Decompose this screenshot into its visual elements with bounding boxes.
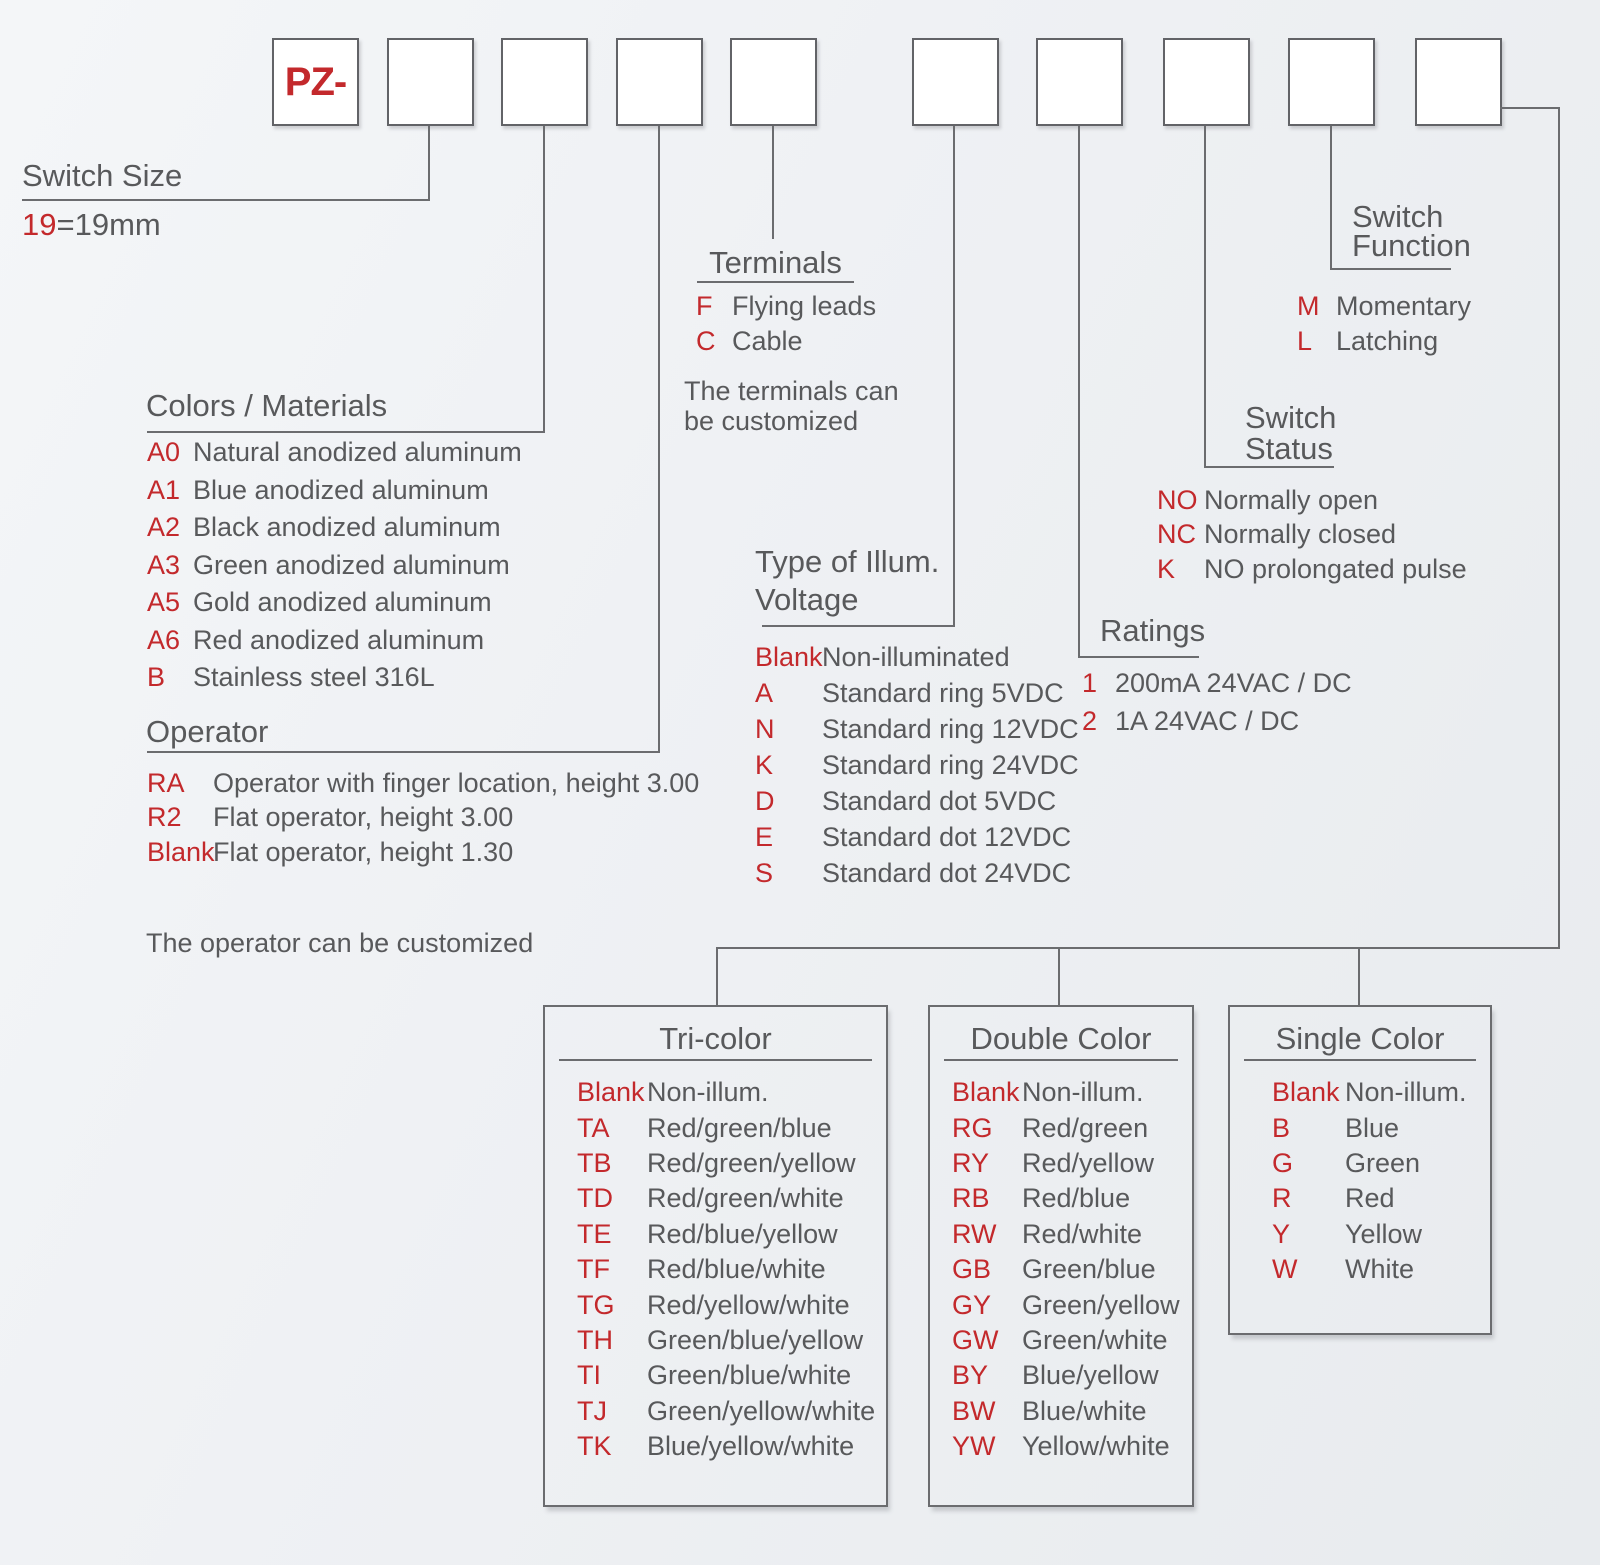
code-row — [1272, 1217, 1467, 1252]
code-description: Red/white — [1022, 1218, 1143, 1249]
code-description: Non-illuminated — [822, 641, 1010, 672]
code-value: Blank — [952, 1077, 1020, 1108]
code-row — [577, 1287, 875, 1322]
switch-status-list — [1157, 483, 1467, 587]
code-description: Standard dot 5VDC — [822, 785, 1057, 816]
connector-line — [1204, 126, 1206, 468]
switch-status-title-line2: Status — [1245, 431, 1333, 466]
code-row — [755, 711, 1079, 747]
code-description: Natural anodized aluminum — [193, 437, 522, 468]
code-description: Gold anodized aluminum — [193, 587, 492, 618]
code-box-colors-materials — [501, 38, 588, 126]
code-value: TJ — [577, 1395, 607, 1426]
double-color-underline — [944, 1059, 1178, 1061]
code-value: N — [755, 713, 775, 744]
code-row — [147, 766, 699, 801]
operator-title: Operator — [146, 714, 269, 749]
code-description: Flat operator, height 3.00 — [213, 802, 514, 833]
code-value: G — [1272, 1147, 1294, 1178]
code-value: RW — [952, 1218, 997, 1249]
code-value: A0 — [147, 437, 181, 468]
code-description: Flying leads — [732, 291, 877, 321]
switch-function-list — [1297, 289, 1471, 359]
code-value: RB — [952, 1183, 990, 1214]
code-row — [755, 783, 1079, 819]
code-description: Green/blue/white — [647, 1360, 852, 1391]
illumination-list — [755, 639, 1079, 891]
connector-line — [1330, 268, 1451, 270]
code-row — [577, 1323, 875, 1358]
code-value: L — [1297, 326, 1313, 356]
code-row — [577, 1110, 875, 1145]
code-value: TG — [577, 1289, 615, 1320]
code-row — [952, 1323, 1180, 1358]
code-row — [696, 289, 876, 324]
connector-line — [1058, 947, 1060, 1007]
code-value: RA — [147, 767, 185, 798]
code-row — [577, 1358, 875, 1393]
code-description: Green/yellow — [1022, 1289, 1180, 1320]
code-row — [1082, 664, 1352, 702]
single-color-box — [1228, 1005, 1492, 1335]
code-row — [952, 1146, 1180, 1181]
code-value: Blank — [147, 836, 215, 867]
code-description: Green/blue — [1022, 1254, 1156, 1285]
code-row — [1272, 1110, 1467, 1145]
operator-note: The operator can be customized — [146, 928, 534, 958]
code-value: Y — [1272, 1218, 1291, 1249]
code-box-illumination — [912, 38, 999, 126]
code-row — [755, 675, 1079, 711]
code-value: NO — [1157, 484, 1198, 515]
code-description: Green/yellow/white — [647, 1395, 876, 1426]
connector-line — [1078, 126, 1080, 658]
connector-line — [147, 431, 545, 433]
connector-line — [22, 199, 430, 201]
code-value: TE — [577, 1218, 612, 1249]
switch-function-title-line2: Function — [1352, 228, 1471, 263]
connector-line — [1358, 947, 1360, 1007]
code-row — [577, 1217, 875, 1252]
single-color-underline — [1244, 1059, 1476, 1061]
tri-color-list — [577, 1075, 875, 1464]
code-value: YW — [952, 1431, 996, 1462]
code-description: Standard dot 24VDC — [822, 857, 1072, 888]
code-value: 2 — [1082, 705, 1098, 736]
code-row — [147, 547, 522, 585]
ratings-title: Ratings — [1100, 613, 1206, 648]
illumination-title — [755, 543, 939, 619]
connector-line — [772, 126, 774, 239]
connector-line — [1500, 107, 1560, 109]
code-row — [1157, 518, 1467, 553]
code-row — [577, 1146, 875, 1181]
code-value: RG — [952, 1112, 993, 1143]
code-value: Blank — [755, 641, 823, 672]
connector-line — [147, 751, 660, 753]
connector-line — [1204, 466, 1334, 468]
code-box-led-color — [1415, 38, 1502, 126]
code-value: R — [1272, 1183, 1292, 1214]
code-row — [952, 1358, 1180, 1393]
tri-color-box — [543, 1005, 888, 1507]
code-description: Non-illum. — [1345, 1077, 1467, 1108]
code-description: Standard ring 5VDC — [822, 677, 1064, 708]
code-description: Red/yellow/white — [647, 1289, 850, 1320]
code-value: A5 — [147, 587, 181, 618]
code-value: B — [147, 662, 166, 693]
code-value: A6 — [147, 624, 181, 655]
code-description: Yellow/white — [1022, 1431, 1170, 1462]
code-value: TB — [577, 1147, 612, 1178]
code-row — [696, 324, 876, 359]
code-description: Red/blue/yellow — [647, 1218, 838, 1249]
code-value: K — [1157, 553, 1176, 584]
connector-line — [1330, 126, 1332, 270]
code-row — [952, 1181, 1180, 1216]
ratings-list — [1082, 664, 1352, 740]
terminals-title: Terminals — [709, 245, 842, 280]
double-color-box — [928, 1005, 1194, 1507]
code-row — [577, 1429, 875, 1464]
code-description: Red/green/yellow — [647, 1147, 856, 1178]
code-row — [952, 1394, 1180, 1429]
code-description: Standard ring 12VDC — [822, 713, 1079, 744]
code-row — [1272, 1146, 1467, 1181]
terminals-note: The terminals can be customized — [684, 376, 899, 436]
code-value: A1 — [147, 474, 181, 505]
code-row — [1272, 1181, 1467, 1216]
switch-size-code: 19 — [22, 207, 57, 242]
code-row — [1272, 1252, 1467, 1287]
code-value: A3 — [147, 549, 181, 580]
illumination-title-line1: Type of Illum. — [755, 544, 940, 579]
code-value: BY — [952, 1360, 989, 1391]
code-description: Green/blue/yellow — [647, 1324, 864, 1355]
code-row — [952, 1287, 1180, 1322]
code-value: GW — [952, 1324, 999, 1355]
code-box-operator — [616, 38, 703, 126]
code-description: Black anodized aluminum — [193, 512, 501, 543]
code-row — [1297, 324, 1471, 359]
connector-line — [543, 126, 545, 433]
code-value: TK — [577, 1431, 612, 1462]
switch-function-title — [1352, 199, 1471, 263]
code-box-switch-status — [1163, 38, 1250, 126]
code-value: TF — [577, 1254, 610, 1285]
code-value: TH — [577, 1324, 613, 1355]
code-value: TD — [577, 1183, 613, 1214]
tri-color-title: Tri-color — [659, 1021, 772, 1056]
code-description: Red/green/blue — [647, 1112, 832, 1143]
code-description: Flat operator, height 1.30 — [213, 836, 514, 867]
code-row — [1157, 552, 1467, 587]
code-description: Red/blue/white — [647, 1254, 826, 1285]
code-description: NO prolongated pulse — [1204, 553, 1467, 584]
part-prefix-label: PZ- — [284, 59, 347, 104]
code-description: Standard dot 12VDC — [822, 821, 1072, 852]
code-box-switch-function — [1288, 38, 1375, 126]
double-color-title: Double Color — [970, 1021, 1152, 1056]
colors-materials-title: Colors / Materials — [146, 388, 388, 423]
connector-line — [428, 126, 430, 201]
code-description: Operator with finger location, height 3.00 — [213, 767, 700, 798]
single-color-list — [1272, 1075, 1467, 1287]
code-row — [1157, 483, 1467, 518]
illumination-title-line2: Voltage — [755, 582, 859, 617]
code-description: Normally open — [1204, 484, 1379, 515]
code-row — [147, 584, 522, 622]
connector-line — [1558, 107, 1560, 949]
code-description: Green anodized aluminum — [193, 549, 510, 580]
code-row — [147, 472, 522, 510]
code-description: 200mA 24VAC / DC — [1115, 667, 1352, 698]
code-row — [755, 747, 1079, 783]
code-description: White — [1345, 1254, 1415, 1285]
code-row — [952, 1075, 1180, 1110]
code-value: Blank — [1272, 1077, 1340, 1108]
code-description: Non-illum. — [647, 1077, 769, 1108]
code-value: 1 — [1082, 667, 1098, 698]
code-row — [1082, 702, 1352, 740]
switch-size-desc: =19mm — [56, 207, 161, 242]
code-value: C — [696, 326, 716, 356]
connector-line — [1078, 656, 1199, 658]
code-row — [952, 1252, 1180, 1287]
code-value: M — [1297, 291, 1320, 321]
code-value: GB — [952, 1254, 992, 1285]
code-value: TA — [577, 1112, 610, 1143]
switch-size-title: Switch Size — [22, 158, 183, 193]
code-description: Normally closed — [1204, 519, 1397, 550]
code-box-switch-size — [387, 38, 474, 126]
code-row — [577, 1181, 875, 1216]
code-description: Non-illum. — [1022, 1077, 1144, 1108]
code-value: B — [1272, 1112, 1291, 1143]
code-box-terminals — [730, 38, 817, 126]
code-description: Red/green/white — [647, 1183, 844, 1214]
code-description: Blue — [1345, 1112, 1400, 1143]
code-value: NC — [1157, 519, 1196, 550]
code-value: R2 — [147, 802, 182, 833]
code-description: Blue anodized aluminum — [193, 474, 489, 505]
code-box-ratings — [1036, 38, 1123, 126]
code-description: Red/blue — [1022, 1183, 1131, 1214]
code-row — [755, 855, 1079, 891]
connector-line — [658, 126, 660, 753]
code-value: RY — [952, 1147, 990, 1178]
switch-status-title — [1245, 402, 1336, 464]
code-value: F — [696, 291, 713, 321]
code-row — [147, 835, 699, 870]
code-row — [147, 622, 522, 660]
code-row — [952, 1429, 1180, 1464]
code-row — [147, 509, 522, 547]
code-row — [1272, 1075, 1467, 1110]
code-value: W — [1272, 1254, 1298, 1285]
code-row — [577, 1394, 875, 1429]
code-description: Stainless steel 316L — [193, 662, 435, 693]
code-description: Blue/yellow — [1022, 1360, 1159, 1391]
code-description: Red anodized aluminum — [193, 624, 485, 655]
code-row — [755, 639, 1079, 675]
colors-materials-list — [147, 434, 522, 697]
code-value: A2 — [147, 512, 181, 543]
code-description: Cable — [732, 326, 803, 356]
code-value: D — [755, 785, 775, 816]
terminals-list — [696, 289, 876, 359]
switch-size-value — [22, 207, 161, 243]
connector-line — [716, 947, 718, 1007]
code-row — [147, 659, 522, 697]
connector-line — [762, 625, 955, 627]
code-description: Green/white — [1022, 1324, 1168, 1355]
code-box-prefix — [272, 38, 359, 126]
code-description: Momentary — [1336, 291, 1472, 321]
code-row — [577, 1075, 875, 1110]
switch-function-title-line1: Switch — [1352, 199, 1444, 234]
code-description: Standard ring 24VDC — [822, 749, 1079, 780]
double-color-list — [952, 1075, 1180, 1464]
code-row — [147, 801, 699, 836]
code-value: Blank — [577, 1077, 645, 1108]
code-description: Blue/white — [1022, 1395, 1147, 1426]
code-description: Yellow — [1345, 1218, 1423, 1249]
connector-line — [716, 947, 1560, 949]
code-row — [755, 819, 1079, 855]
code-description: Green — [1345, 1147, 1421, 1178]
single-color-title: Single Color — [1275, 1021, 1445, 1056]
code-value: GY — [952, 1289, 992, 1320]
code-description: Latching — [1336, 326, 1439, 356]
code-value: S — [755, 857, 774, 888]
code-description: Red/yellow — [1022, 1147, 1155, 1178]
connector-line — [953, 126, 955, 627]
code-value: E — [755, 821, 774, 852]
code-value: K — [755, 749, 774, 780]
tri-color-underline — [559, 1059, 872, 1061]
code-description: Red/green — [1022, 1112, 1149, 1143]
code-row — [147, 434, 522, 472]
code-value: A — [755, 677, 774, 708]
code-description: Blue/yellow/white — [647, 1431, 855, 1462]
code-row — [1297, 289, 1471, 324]
switch-status-title-line1: Switch — [1245, 400, 1337, 435]
operator-list — [147, 766, 699, 870]
code-description: Red — [1345, 1183, 1395, 1214]
code-value: BW — [952, 1395, 996, 1426]
code-row — [952, 1110, 1180, 1145]
code-row — [577, 1252, 875, 1287]
code-description: 1A 24VAC / DC — [1115, 705, 1300, 736]
code-value: TI — [577, 1360, 601, 1391]
code-row — [952, 1217, 1180, 1252]
